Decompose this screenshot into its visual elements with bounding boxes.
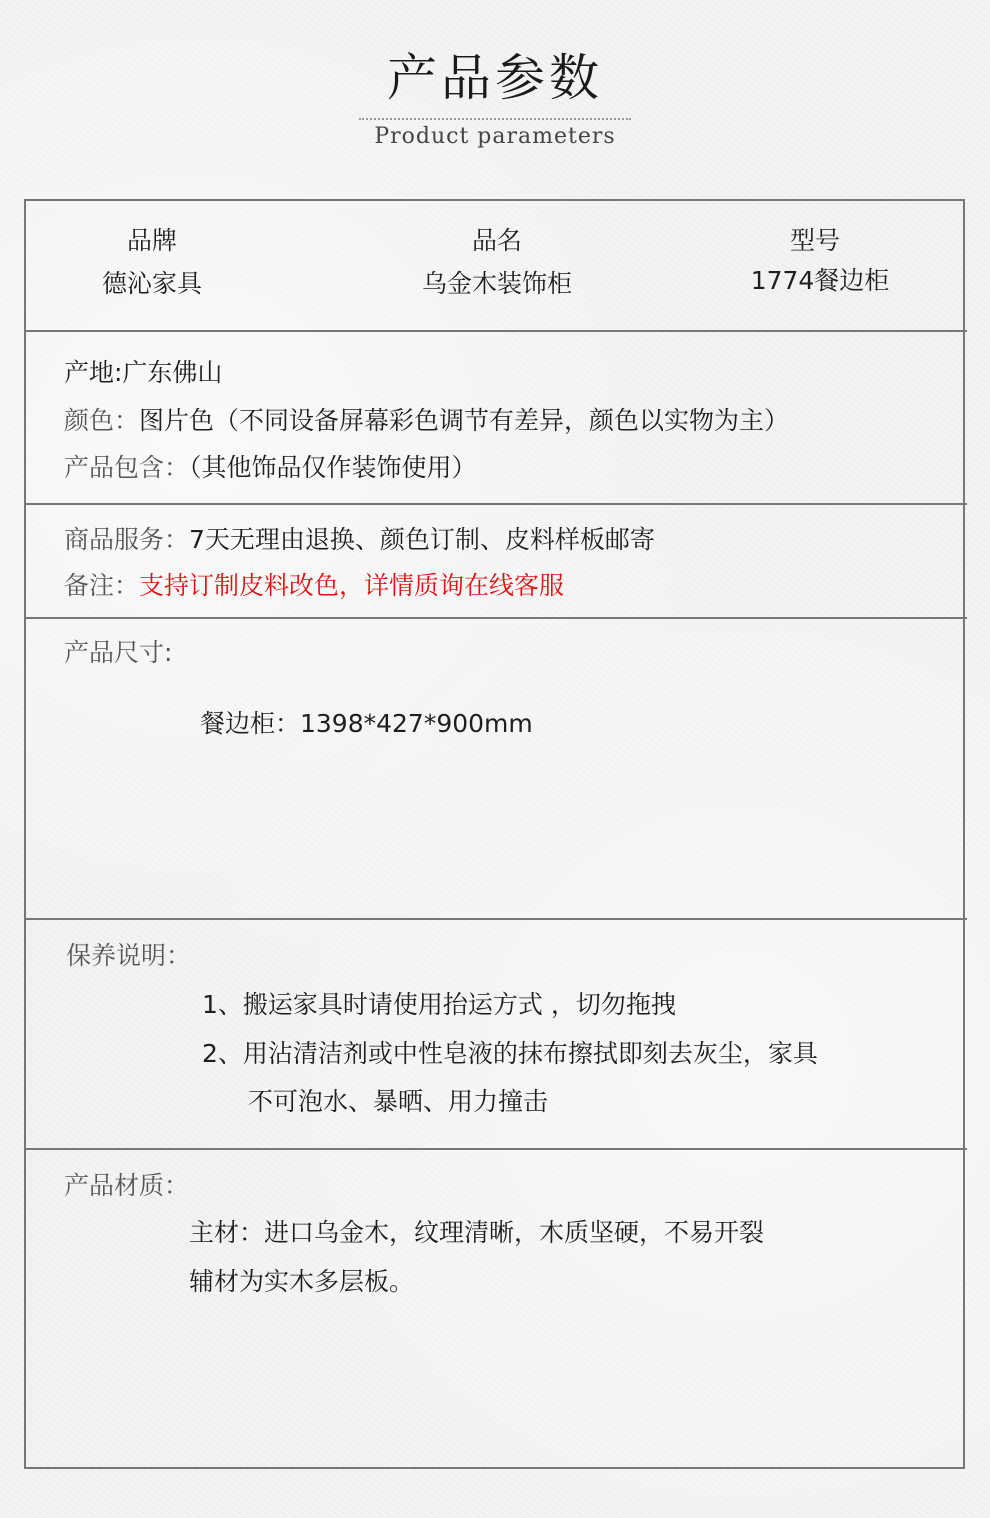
note-label: 备注： bbox=[64, 571, 140, 600]
material-label: 产品材质： bbox=[64, 1171, 190, 1200]
row-divider bbox=[24, 1148, 967, 1150]
material-main: 主材：进口乌金木，纹理清晰，木质坚硬，不易开裂 bbox=[189, 1218, 765, 1247]
color-value: 图片色（不同设备屏幕彩色调节有差异，颜色以实物为主） bbox=[139, 406, 790, 435]
care-item-2-continued: 不可泡水、暴晒、用力撞击 bbox=[248, 1087, 549, 1116]
row-divider bbox=[24, 617, 967, 619]
service-value: 7天无理由退换、颜色订制、皮料样板邮寄 bbox=[189, 525, 655, 554]
model-value: 1774餐边柜 bbox=[750, 266, 890, 295]
size-label: 产品尺寸: bbox=[64, 638, 173, 667]
page-subtitle: Product parameters bbox=[374, 124, 616, 149]
product-name-value: 乌金木装饰柜 bbox=[421, 269, 572, 298]
package-value: （其他饰品仅作装饰使用） bbox=[189, 453, 477, 482]
care-item-1: 1、搬运家具时请使用抬运方式 ，切勿拖拽 bbox=[202, 990, 676, 1019]
origin-text: 产地:广东佛山 bbox=[64, 358, 223, 387]
service-label: 商品服务： bbox=[64, 525, 190, 554]
row-divider bbox=[24, 330, 967, 332]
color-label: 颜色： bbox=[64, 406, 140, 435]
parameters-table bbox=[24, 199, 965, 1469]
title-divider bbox=[359, 118, 631, 120]
model-label: 型号 bbox=[789, 226, 840, 255]
brand-value: 德沁家具 bbox=[101, 269, 202, 298]
product-name-label: 品名 bbox=[471, 226, 522, 255]
material-secondary: 辅材为实木多层板。 bbox=[189, 1267, 415, 1296]
note-row bbox=[64, 571, 564, 601]
row-divider bbox=[24, 503, 967, 505]
note-value: 支持订制皮料改色，详情质询在线客服 bbox=[139, 571, 565, 600]
size-value: 餐边柜：1398*427*900mm bbox=[200, 709, 533, 738]
care-item-2: 2、用沾清洁剂或中性皂液的抹布擦拭即刻去灰尘，家具 bbox=[202, 1039, 818, 1068]
service-row bbox=[64, 525, 655, 555]
page-title: 产品参数 bbox=[387, 49, 603, 107]
package-row bbox=[64, 453, 477, 483]
color-row bbox=[64, 406, 789, 436]
package-label: 产品包含： bbox=[64, 453, 190, 482]
row-divider bbox=[24, 918, 967, 920]
care-label: 保养说明： bbox=[66, 941, 192, 970]
brand-label: 品牌 bbox=[126, 226, 177, 255]
